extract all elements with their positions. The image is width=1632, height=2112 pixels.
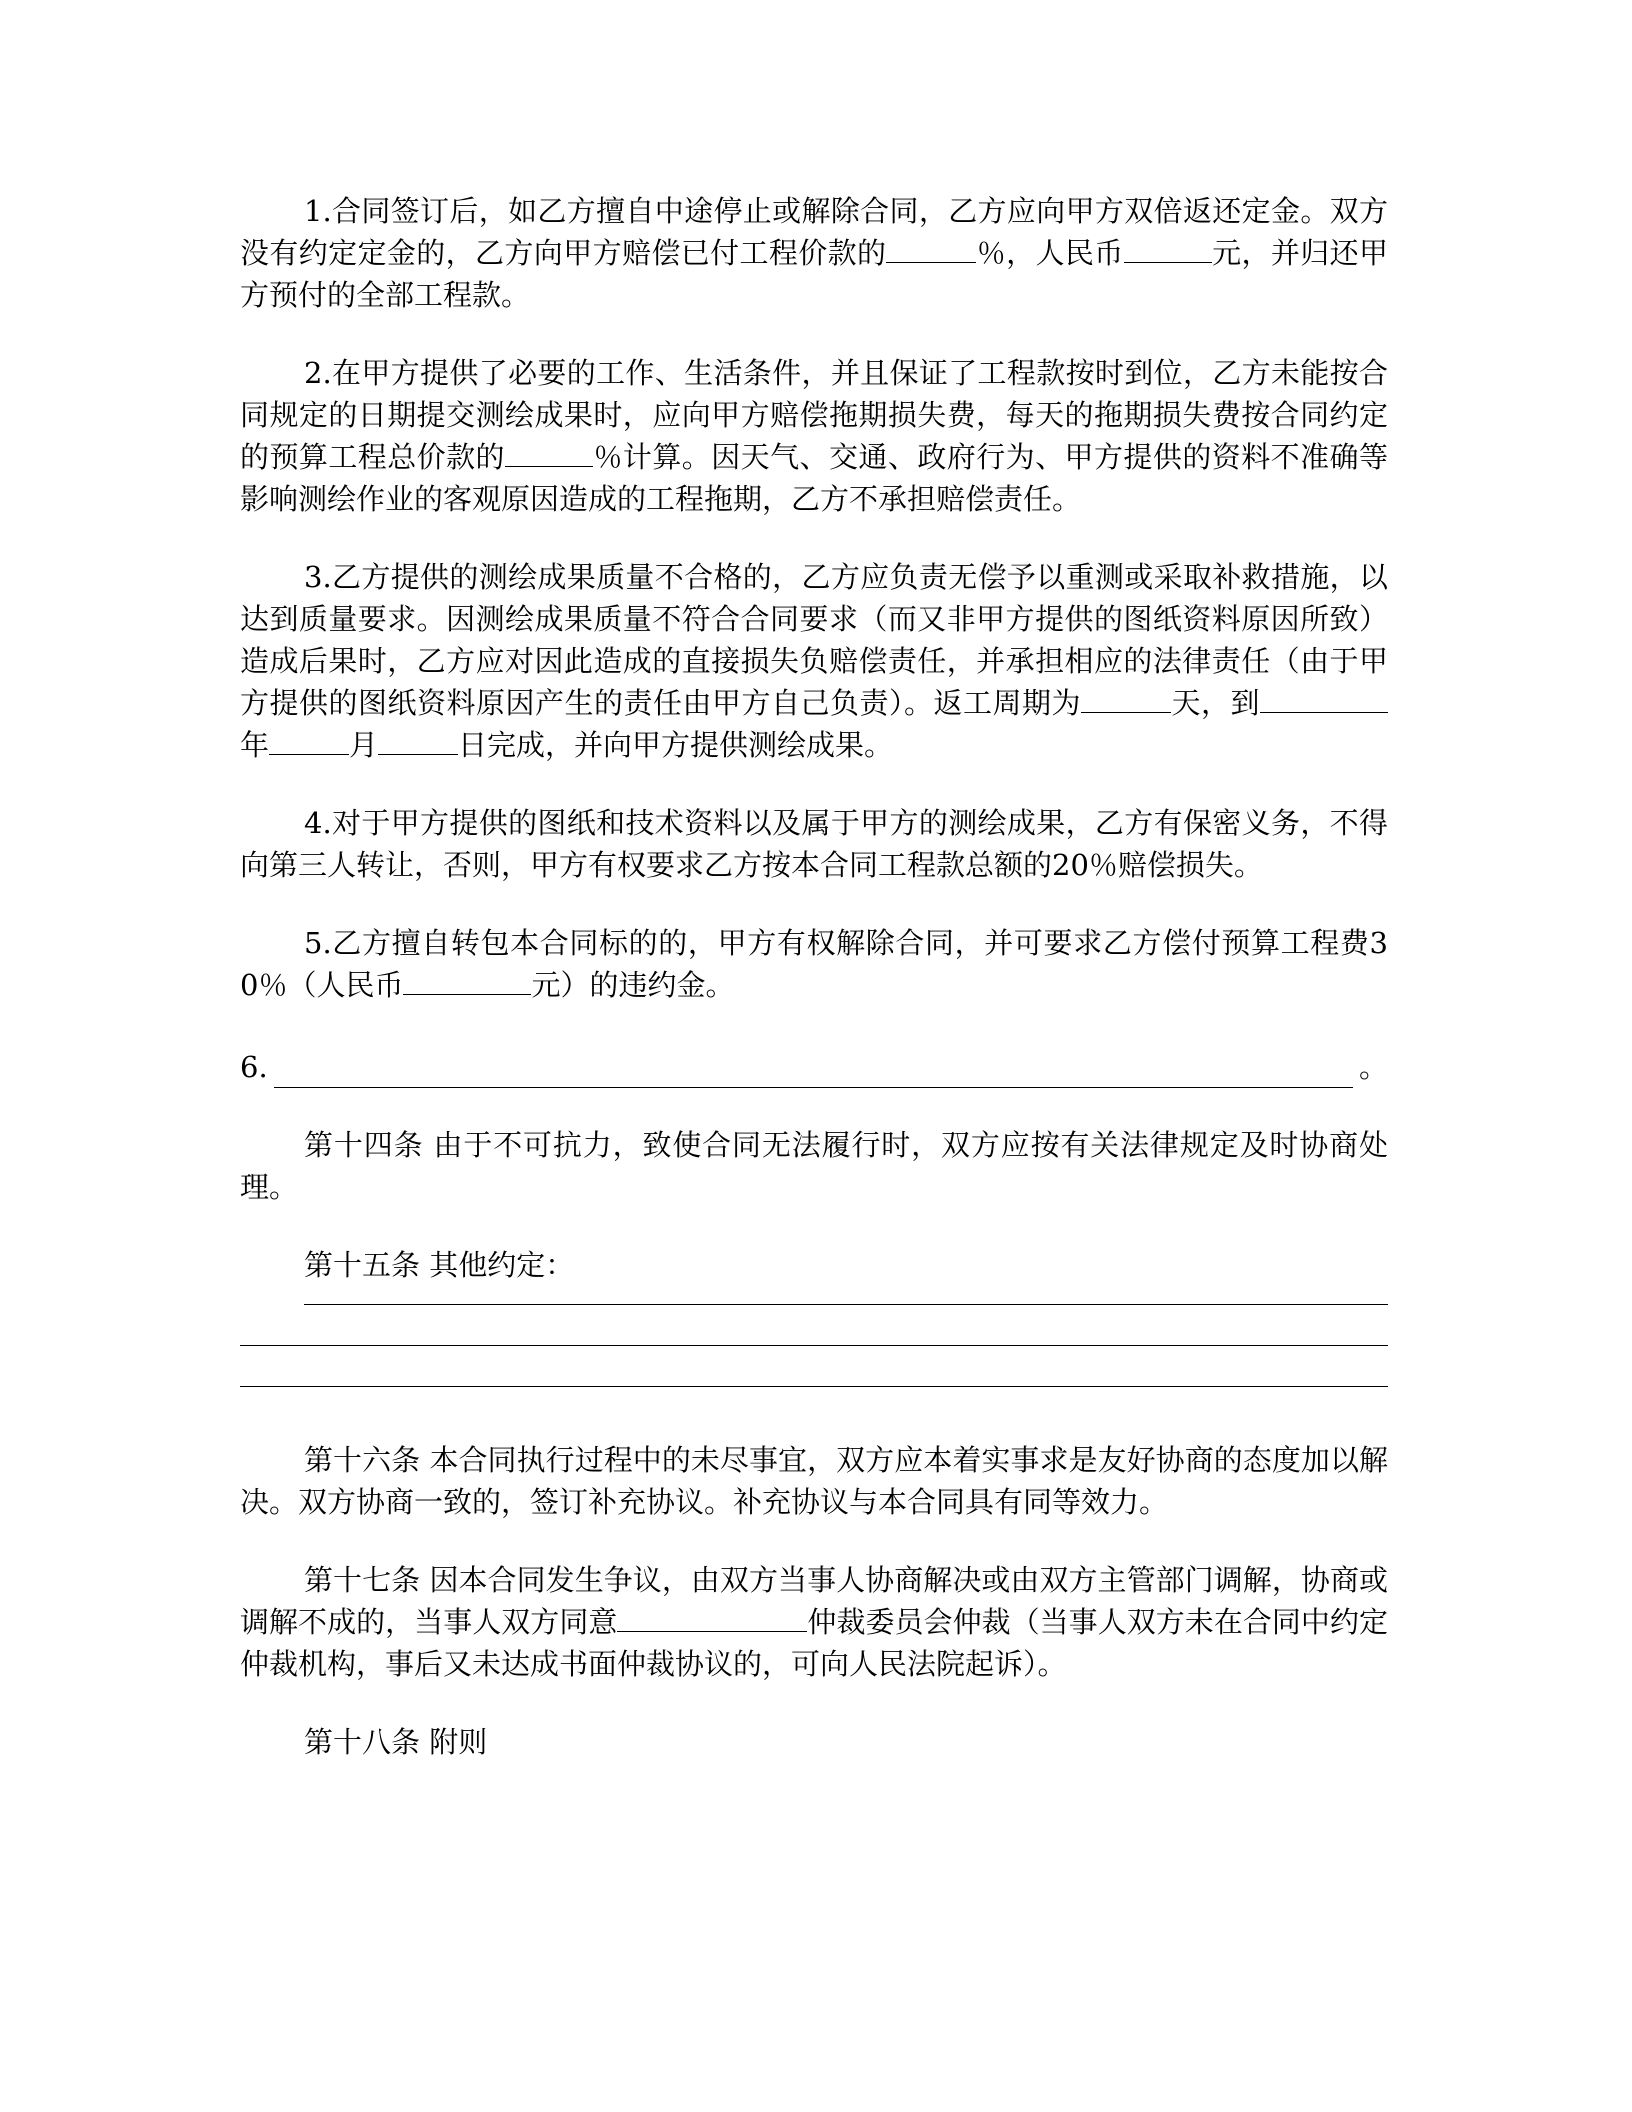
blank-penalty-amount[interactable] [403, 964, 531, 995]
article-14: 第十四条 由于不可抗力，致使合同无法履行时，双方应按有关法律规定及时协商处理。 [240, 1128, 1388, 1204]
contract-page [240, 190, 1388, 1763]
blank-month[interactable] [269, 724, 349, 755]
blank-other-terms-line-2[interactable] [240, 1345, 1388, 1346]
blank-arbitration-commission[interactable] [617, 1601, 807, 1632]
article-17-text-b: 仲裁委员会仲裁（当事人双方未在合同中约定仲裁机构，事后又未达成书面仲裁协议的，可向人民法院起诉）。 [240, 1605, 1388, 1681]
clause-1-text-a: 1.合同签订后，如乙方擅自中途停止或解除合同，乙方应向甲方双倍返还定金。双方没有约定定金的，乙方向甲方赔偿已付工程价款的 [240, 194, 1388, 270]
article-17-text-a: 第十七条 因本合同发生争议，由双方当事人协商解决或由双方主管部门调解，协商或调解不成的，当事人双方同意 [240, 1563, 1388, 1639]
blank-delay-percent[interactable] [505, 436, 593, 467]
clause-6-number: 6. [240, 1050, 268, 1084]
clause-5-text-b: 元）的违约金。 [531, 968, 735, 1002]
clause-5-text-a: 5.乙方擅自转包本合同标的的，甲方有权解除合同，并可要求乙方偿付预算工程费30％（人民币 [240, 926, 1388, 1002]
clause-3 [240, 556, 1388, 766]
article-16: 第十六条 本合同执行过程中的未尽事宜，双方应本着实事求是友好协商的态度加以解决。双方协商一致的，签订补充协议。补充协议与本合同具有同等效力。 [240, 1443, 1388, 1519]
clause-3-text-b: 天，到 [1170, 686, 1260, 720]
clause-6 [240, 1046, 1388, 1088]
article-15: 第十五条 其他约定： [304, 1248, 575, 1282]
clause-1-text-b: ％，人民币 [976, 236, 1124, 270]
clause-4: 4.对于甲方提供的图纸和技术资料以及属于甲方的测绘成果，乙方有保密义务，不得向第三人转让，否则，甲方有权要求乙方按本合同工程款总额的20％赔偿损失。 [240, 806, 1388, 882]
clause-2-text-b: ％计算。因天气、交通、政府行为、甲方提供的资料不准确等影响测绘作业的客观原因造成的工程拖期，乙方不承担赔偿责任。 [240, 440, 1388, 516]
blank-rework-days[interactable] [1081, 682, 1171, 713]
blank-day[interactable] [378, 724, 458, 755]
blank-other-terms-line-1[interactable] [304, 1304, 1388, 1305]
clause-1 [240, 190, 1388, 316]
clause-5 [240, 922, 1388, 1006]
clause-3-text-a: 3.乙方提供的测绘成果质量不合格的，乙方应负责无偿予以重测或采取补救措施，以达到质量要求。因测绘成果质量不符合合同要求（而又非甲方提供的图纸资料原因所致）造成后果时，乙方应对因此造成的直接损失负赔偿责任，并承担相应的法律责任（由于甲方提供的图纸资料原因产生的责任由甲方自己负责）。返工周期为 [240, 560, 1388, 720]
clause-3-text-e: 日完成，并向甲方提供测绘成果。 [458, 728, 894, 762]
clause-1-text-c: 元，并归还甲方预付的全部工程款。 [240, 236, 1388, 312]
article-17 [240, 1559, 1388, 1685]
blank-other-terms-line-3[interactable] [240, 1386, 1388, 1387]
clause-3-text-c: 年 [240, 728, 270, 762]
blank-rmb-amount[interactable] [1124, 232, 1212, 263]
blank-clause-6[interactable] [274, 1055, 1353, 1088]
clause-3-text-d: 月 [349, 728, 379, 762]
clause-6-period: 。 [1358, 1050, 1388, 1084]
clause-2 [240, 352, 1388, 520]
blank-year[interactable] [1260, 682, 1388, 713]
article-18: 第十八条 附则 [304, 1725, 488, 1759]
clause-2-text-a: 2.在甲方提供了必要的工作、生活条件，并且保证了工程款按时到位，乙方未能按合同规定的日期提交测绘成果时，应向甲方赔偿拖期损失费，每天的拖期损失费按合同约定的预算工程总价款的 [240, 356, 1388, 474]
blank-percent[interactable] [886, 232, 976, 263]
